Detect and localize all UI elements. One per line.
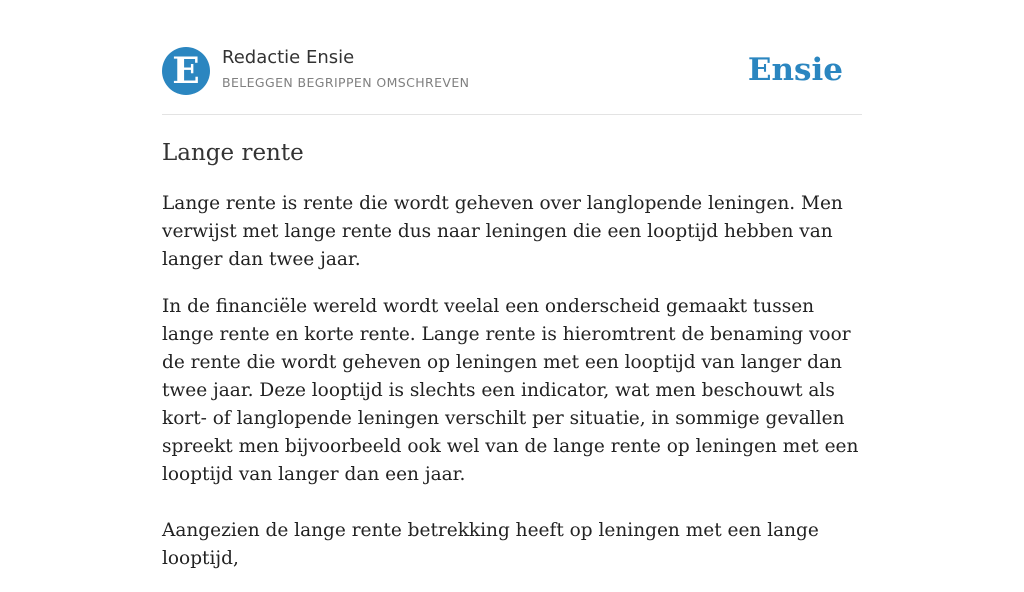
article-paragraph: Lange rente is rente die wordt geheven over langlopende leningen. Men verwijst met lange rente dus naar leningen die een looptijd hebben van langer dan twee jaar. [162,193,843,270]
paragraph-spacer [162,489,862,517]
article-paragraph: Aangezien de lange rente betrekking heeft op leningen met een lange looptijd, [162,520,819,569]
article-header [162,47,862,115]
author-name[interactable]: Redactie Ensie [222,47,355,68]
brand-logo[interactable]: Ensie [747,52,843,88]
article-body [162,138,862,592]
author-avatar[interactable]: E [162,47,210,95]
author-subtitle: BELEGGEN BEGRIPPEN OMSCHREVEN [222,75,470,90]
article-paragraph: In de financiële wereld wordt veelal een onderscheid gemaakt tussen lange rente en korte rente. Lange rente is hieromtrent de benaming voor de rente die wordt geheven op leningen met een looptijd van langer dan twee jaar. Deze looptijd is slechts een indicator, wat men beschouwt als kort- of langlopende leningen verschilt per situatie, in sommige gevallen spreekt men bijvoorbeeld ook wel van de lange rente op leningen met een looptijd van langer dan een jaar. [162,296,859,485]
page-title: Lange rente [162,140,304,166]
